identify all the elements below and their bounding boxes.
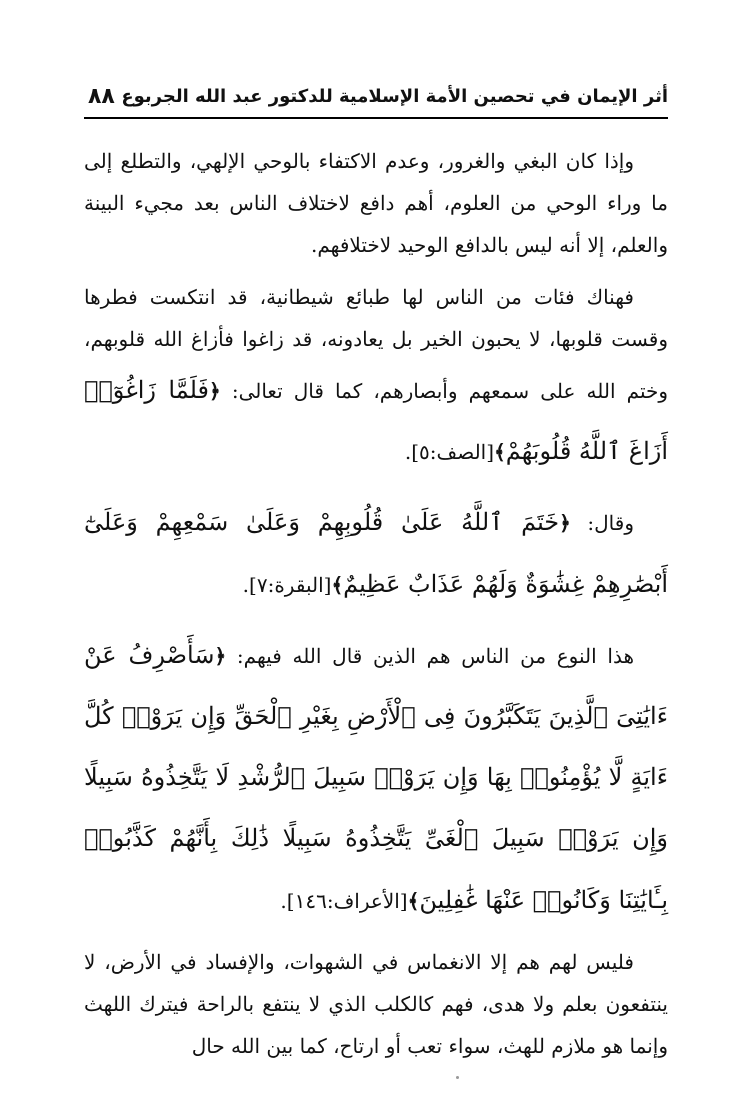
verse-open-bracket: ﴿	[559, 511, 571, 536]
verse-close-bracket: ﴾	[331, 572, 344, 597]
verse-reference: [البقرة:٧].	[242, 572, 332, 597]
page-speck	[456, 1076, 459, 1079]
verse-open-bracket: ﴿	[209, 379, 221, 403]
paragraph-3-text: وقال:	[587, 511, 634, 536]
paragraph-4	[84, 625, 668, 931]
quran-verse-saff: فَلَمَّا زَاغُوٓا۟ أَزَاغَ ٱللَّهُ قُلُوبَهُمْ	[84, 376, 668, 466]
running-header	[84, 76, 668, 116]
verse-reference: [الصف:٥].	[404, 440, 495, 465]
paragraph-3	[84, 492, 668, 614]
verse-close-bracket: ﴾	[494, 440, 506, 465]
book-title: أثر الإيمان في تحصين الأمة الإسلامية للدكتور عبد الله الجربوع	[121, 86, 668, 107]
page-number: ٨٨	[88, 84, 115, 109]
quran-verse-baqarah: خَتَمَ ٱللَّهُ عَلَىٰ قُلُوبِهِمْ وَعَلَىٰ سَمْعِهِمْ وَعَلَىٰٓ أَبْصَٰرِهِمْ غِشَٰوَةٌ وَلَهُمْ عَذَابٌ عَظِيمٌ	[84, 508, 668, 598]
paragraph-2	[84, 276, 668, 482]
header-rule	[84, 117, 668, 119]
verse-reference: [الأعراف:١٤٦].	[280, 888, 408, 913]
verse-close-bracket: ﴾	[407, 888, 420, 913]
page-body	[84, 140, 668, 1067]
paragraph-5: فليس لهم هم إلا الانغماس في الشهوات، والإفساد في الأرض، لا ينتفعون بعلم ولا هدى، فهم كالكلب الذي لا ينتفع بالراحة فيترك اللهث وإنما هو ملازم للهث، سواء تعب أو ارتاح، كما بين الله حال	[84, 949, 668, 1058]
paragraph-4-text: هذا النوع من الناس هم الذين قال الله فيهم:	[236, 643, 635, 668]
verse-open-bracket: ﴿	[214, 643, 227, 668]
paragraph-1: وإذا كان البغي والغرور، وعدم الاكتفاء بالوحي الإلهي، والتطلع إلى ما وراء الوحي من العلوم، أهم دافع لاختلاف الناس بعد مجيء البينة والعلم، إلا أنه ليس بالدافع الوحيد لاختلافهم.	[84, 149, 668, 257]
quran-verse-araf: سَأَصْرِفُ عَنْ ءَايَٰتِىَ ٱلَّذِينَ يَتَكَبَّرُونَ فِى ٱلْأَرْضِ بِغَيْرِ ٱلْحَقِّ وَإِن يَرَوْا۟ كُلَّ ءَايَةٍ لَّا يُؤْمِنُوا۟ بِهَا وَإِن يَرَوْا۟ سَبِيلَ ٱلرُّشْدِ لَا يَتَّخِذُوهُ سَبِيلًا وَإِن يَرَوْا۟ سَبِيلَ ٱلْغَىِّ يَتَّخِذُوهُ سَبِيلًا ذَٰلِكَ بِأَنَّهُمْ كَذَّبُوا۟ بِـَٔايَٰتِنَا وَكَانُوا۟ عَنْهَا غَٰفِلِينَ	[84, 640, 668, 914]
paragraph-2-text: فهناك فئات من الناس لها طبائع شيطانية، قد انتكست فطرها وقست قلوبها، لا يحبون الخير بل يعادونه، قد زاغوا فأزاغ الله قلوبهم، وختم الله على سمعهم وأبصارهم، كما قال تعالى:	[84, 285, 669, 403]
